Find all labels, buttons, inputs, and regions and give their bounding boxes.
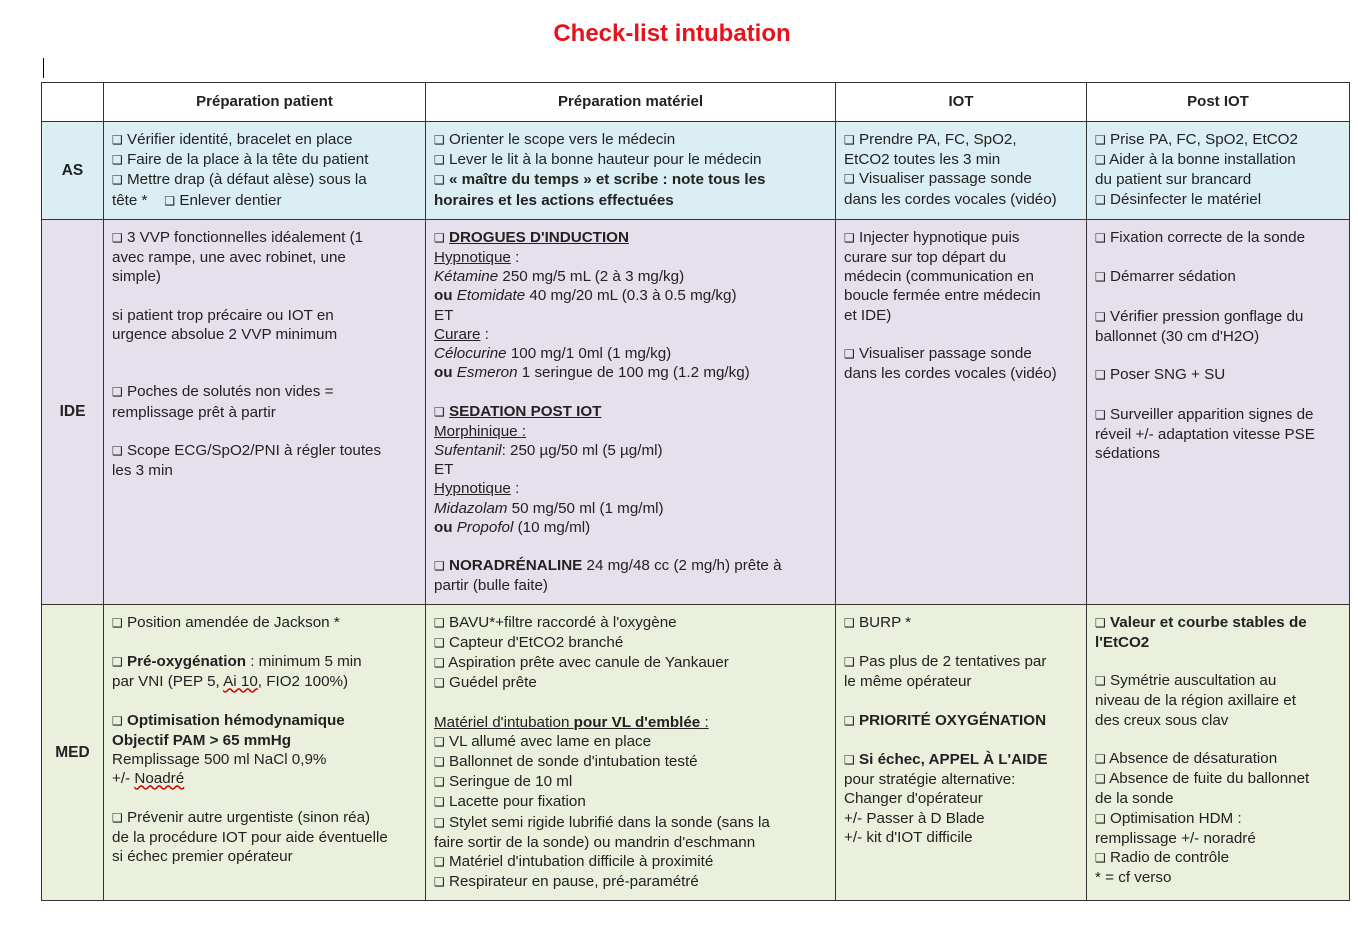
cell-med-patient <box>104 604 426 901</box>
checkbox-icon[interactable]: ❑ <box>434 755 445 770</box>
checklist-item: ❑ Symétrie auscultation au <box>1095 672 1277 690</box>
checklist-item: ❑ Faire de la place à la tête du patient <box>112 151 369 169</box>
checkbox-icon[interactable]: ❑ <box>1095 230 1106 245</box>
checkbox-icon[interactable]: ❑ <box>1095 752 1106 767</box>
checkbox-icon[interactable]: ❑ <box>1095 674 1106 689</box>
checklist-text: par VNI (PEP 5, Ai 10, FIO2 100%) <box>112 673 349 691</box>
checkbox-icon[interactable]: ❑ <box>1095 309 1106 324</box>
checklist-text: Remplissage 500 ml NaCl 0,9% <box>112 751 327 769</box>
checkbox-icon[interactable]: ❑ <box>434 656 445 671</box>
checkbox-icon[interactable]: ❑ <box>1095 153 1106 168</box>
checklist-text: curare sur top départ du <box>844 249 1007 267</box>
checkbox-icon[interactable]: ❑ <box>434 734 445 749</box>
checkbox-icon[interactable]: ❑ <box>434 559 445 574</box>
checklist-item: ❑ Prévenir autre urgentiste (sinon réa) <box>112 808 371 826</box>
cell-ide-materiel <box>426 219 836 604</box>
checkbox-icon[interactable]: ❑ <box>1095 772 1106 787</box>
checkbox-icon[interactable]: ❑ <box>112 615 123 630</box>
checklist-item: ❑ Vérifier identité, bracelet en place <box>112 131 353 148</box>
page-title: Check-list intubation <box>553 20 791 47</box>
header-preparation-patient: Préparation patient <box>104 83 426 122</box>
checkbox-icon[interactable]: ❑ <box>1095 851 1106 866</box>
checklist-text: dans les cordes vocales (vidéo) <box>844 190 1057 208</box>
header-empty <box>42 83 104 122</box>
checklist-item: ❑ Mettre drap (à défaut alèse) sous la <box>112 171 367 189</box>
checklist-text: de la procédure IOT pour aide éventuelle <box>112 828 388 846</box>
checklist-item: ❑ Capteur d'EtCO2 branché <box>434 633 624 651</box>
checklist-text: Changer d'opérateur <box>844 790 983 808</box>
checklist-text: EtCO2 toutes les 3 min <box>844 151 1001 169</box>
checklist-item: ❑ Optimisation HDM : <box>1095 809 1242 827</box>
checklist-text: ET <box>434 461 454 479</box>
checklist-text: ou Etomidate 40 mg/20 mL (0.3 à 0.5 mg/kg) <box>434 287 737 305</box>
cell-as-iot <box>836 122 1087 220</box>
checklist-item: ❑ Ballonnet de sonde d'intubation testé <box>434 753 698 771</box>
checkbox-icon[interactable]: ❑ <box>112 133 123 147</box>
checklist-text: si échec premier opérateur <box>112 848 293 866</box>
checklist-text: Morphinique : <box>434 422 527 440</box>
checkbox-icon[interactable]: ❑ <box>112 230 123 245</box>
checkbox-icon[interactable]: ❑ <box>844 230 855 245</box>
checklist-text: des creux sous clav <box>1095 711 1229 729</box>
row-label-as: AS <box>42 122 104 220</box>
checkbox-icon[interactable]: ❑ <box>1095 407 1106 422</box>
checkbox-icon[interactable]: ❑ <box>164 193 176 208</box>
checklist-item: ❑ Orienter le scope vers le médecin <box>434 131 676 148</box>
checklist-item: ❑ BAVU*+filtre raccordé à l'oxygène <box>434 613 677 631</box>
checklist-item: ❑ Prise PA, FC, SpO2, EtCO2 <box>1095 131 1298 148</box>
checkbox-icon[interactable]: ❑ <box>844 347 855 362</box>
checklist-item: ❑ Pas plus de 2 tentatives par <box>844 653 1047 671</box>
checkbox-icon[interactable]: ❑ <box>844 172 855 187</box>
checkbox-icon[interactable]: ❑ <box>434 404 445 419</box>
checklist-item: ❑ Pré-oxygénation : minimum 5 min <box>112 653 362 671</box>
checkbox-icon[interactable]: ❑ <box>112 713 123 728</box>
row-as <box>42 122 1350 220</box>
cell-med-materiel <box>426 604 836 901</box>
checklist-text: le même opérateur <box>844 673 972 691</box>
checklist-text: horaires et les actions effectuées <box>434 191 674 209</box>
checklist-text: ou Propofol (10 mg/ml) <box>434 518 591 536</box>
checklist-item: ❑ Aspiration prête avec canule de Yankauer <box>434 654 729 672</box>
checklist-text: faire sortir de la sonde) ou mandrin d'eschmann <box>434 833 756 851</box>
checklist-item: ❑ Visualiser passage sonde <box>844 345 1032 363</box>
checklist-item: ❑ Seringue de 10 ml <box>434 773 573 791</box>
checkbox-icon[interactable]: ❑ <box>434 635 445 650</box>
checklist-item: ❑ Matériel d'intubation difficile à proximité <box>434 853 714 871</box>
checklist-text: si patient trop précaire ou IOT en <box>112 306 334 324</box>
checklist-item: ❑ Poches de solutés non vides = <box>112 383 334 401</box>
cell-ide-iot <box>836 219 1087 604</box>
checklist-item: ❑ Optimisation hémodynamique <box>112 711 345 729</box>
row-ide <box>42 219 1350 604</box>
checkbox-icon[interactable]: ❑ <box>112 385 123 400</box>
checklist-text: du patient sur brancard <box>1095 171 1252 189</box>
cell-as-post <box>1087 122 1350 220</box>
checkbox-icon[interactable]: ❑ <box>112 153 123 168</box>
checklist-item: ❑ Si échec, APPEL À L'AIDE <box>844 751 1048 769</box>
checklist-text: et IDE) <box>844 306 892 324</box>
checklist-item: ❑ Position amendée de Jackson * <box>112 613 340 631</box>
checkbox-icon[interactable]: ❑ <box>844 713 855 728</box>
checklist-text: * = cf verso <box>1095 869 1172 887</box>
checklist-item: ❑ Lever le lit à la bonne hauteur pour le médecin <box>434 151 762 169</box>
checklist-table <box>41 82 1350 901</box>
checklist-text: les 3 min <box>112 462 173 480</box>
checklist-text: l'EtCO2 <box>1095 633 1150 651</box>
checklist-item: ❑ Injecter hypnotique puis <box>844 228 1020 246</box>
checklist-item: ❑ Valeur et courbe stables de <box>1095 613 1307 631</box>
checkbox-icon[interactable]: ❑ <box>1095 270 1106 285</box>
checklist-item: ❑ DROGUES D'INDUCTION <box>434 228 629 246</box>
checklist-text: +/- Passer à D Blade <box>844 809 985 827</box>
cell-med-iot <box>836 604 1087 901</box>
checklist-text: ballonnet (30 cm d'H2O) <box>1095 327 1260 345</box>
checklist-item: ❑ Stylet semi rigide lubrifié dans la sonde (sans la <box>434 813 770 831</box>
cell-ide-post <box>1087 219 1350 604</box>
checklist-item: ❑ « maître du temps » et scribe : note tous les <box>434 171 766 189</box>
checkbox-icon[interactable]: ❑ <box>434 153 445 168</box>
checklist-item: ❑ Vérifier pression gonflage du <box>1095 307 1304 325</box>
checklist-text: Midazolam 50 mg/50 ml (1 mg/ml) <box>434 499 664 517</box>
checkbox-icon[interactable]: ❑ <box>112 173 123 188</box>
checkbox-icon[interactable]: ❑ <box>112 810 123 825</box>
checklist-item: ❑ BURP * <box>844 613 912 631</box>
header-preparation-materiel: Préparation matériel <box>426 83 836 122</box>
checklist-item: ❑ Aider à la bonne installation <box>1095 151 1296 169</box>
checklist-text: Célocurine 100 mg/1 0ml (1 mg/kg) <box>434 345 672 363</box>
checklist-text: Kétamine 250 mg/5 mL (2 à 3 mg/kg) <box>434 268 685 286</box>
checklist-text: ET <box>434 306 454 324</box>
checkbox-icon[interactable]: ❑ <box>1095 368 1106 383</box>
checkbox-icon[interactable]: ❑ <box>844 615 855 630</box>
checklist-text: dans les cordes vocales (vidéo) <box>844 365 1057 383</box>
row-label-med: MED <box>42 604 104 901</box>
checklist-item: ❑ Lacette pour fixation <box>434 793 586 811</box>
text-cursor <box>43 58 44 78</box>
checklist-item: ❑ Radio de contrôle <box>1095 849 1230 867</box>
cell-ide-patient <box>104 219 426 604</box>
checklist-item: ❑ NORADRÉNALINE 24 mg/48 cc (2 mg/h) prête à <box>434 557 782 575</box>
checkbox-icon[interactable]: ❑ <box>434 815 445 830</box>
checklist-item: ❑ Absence de désaturation <box>1095 750 1278 768</box>
checkbox-icon[interactable]: ❑ <box>1095 133 1106 147</box>
checklist-text: avec rampe, une avec robinet, une <box>112 249 346 267</box>
checklist-text: remplissage prêt à partir <box>112 403 276 421</box>
checkbox-icon[interactable]: ❑ <box>434 230 445 245</box>
checklist-item: ❑ PRIORITÉ OXYGÉNATION <box>844 711 1047 729</box>
checklist-item: ❑ SEDATION POST IOT <box>434 402 602 420</box>
cell-as-patient <box>104 122 426 220</box>
header-iot: IOT <box>836 83 1087 122</box>
checklist-text: partir (bulle faite) <box>434 577 548 595</box>
checklist-text: Hypnotique : <box>434 249 520 267</box>
checkbox-icon[interactable]: ❑ <box>112 655 123 670</box>
checklist-item: ❑ Guédel prête <box>434 674 537 692</box>
row-med <box>42 604 1350 901</box>
checklist-item: ❑ VL allumé avec lame en place <box>434 732 652 750</box>
checklist-item: ❑ Surveiller apparition signes de <box>1095 405 1314 423</box>
checklist-text: remplissage +/- noradré <box>1095 829 1256 847</box>
checklist-text: +/- Noadré <box>112 770 185 788</box>
checkbox-icon[interactable]: ❑ <box>844 753 855 768</box>
checklist-item: tête * ❑ Enlever dentier <box>112 191 282 209</box>
checklist-text: ou Esmeron 1 seringue de 100 mg (1.2 mg/kg) <box>434 364 750 382</box>
checklist-item: ❑ Prendre PA, FC, SpO2, <box>844 131 1017 148</box>
checkbox-icon[interactable]: ❑ <box>844 133 855 147</box>
row-label-ide: IDE <box>42 219 104 604</box>
checklist-text: pour stratégie alternative: <box>844 771 1016 789</box>
checklist-text: Matériel d'intubation pour VL d'emblée : <box>434 713 709 731</box>
checklist-text: +/- kit d'IOT difficile <box>844 828 973 846</box>
header-row <box>42 83 1350 122</box>
checkbox-icon[interactable]: ❑ <box>434 133 445 147</box>
checkbox-icon[interactable]: ❑ <box>434 676 445 691</box>
checklist-item: ❑ 3 VVP fonctionnelles idéalement (1 <box>112 228 364 246</box>
checklist-text: simple) <box>112 268 161 286</box>
checklist-text: boucle fermée entre médecin <box>844 287 1041 305</box>
checkbox-icon[interactable]: ❑ <box>1095 192 1106 207</box>
cell-med-post <box>1087 604 1350 901</box>
checkbox-icon[interactable]: ❑ <box>1095 615 1106 630</box>
checklist-item: ❑ Désinfecter le matériel <box>1095 190 1262 208</box>
checklist-text: sédations <box>1095 444 1161 462</box>
cell-as-materiel <box>426 122 836 220</box>
checklist-item: ❑ Démarrer sédation <box>1095 268 1236 286</box>
checklist-text: de la sonde <box>1095 790 1174 808</box>
checkbox-icon[interactable]: ❑ <box>112 443 123 458</box>
checkbox-icon[interactable]: ❑ <box>434 615 445 630</box>
checklist-text: médecin (communication en <box>844 268 1034 286</box>
checklist-item: ❑ Poser SNG + SU <box>1095 366 1226 384</box>
header-post-iot: Post IOT <box>1087 83 1350 122</box>
checkbox-icon[interactable]: ❑ <box>434 855 445 870</box>
checklist-item: ❑ Scope ECG/SpO2/PNI à régler toutes <box>112 441 382 459</box>
checkbox-icon[interactable]: ❑ <box>434 875 445 890</box>
checklist-item: ❑ Absence de fuite du ballonnet <box>1095 770 1310 788</box>
checklist-item: ❑ Visualiser passage sonde <box>844 170 1032 188</box>
checklist-text: niveau de la région axillaire et <box>1095 692 1296 710</box>
checklist-text: Sufentanil: 250 µg/50 ml (5 µg/ml) <box>434 442 663 460</box>
checklist-item: ❑ Fixation correcte de la sonde <box>1095 228 1306 246</box>
checkbox-icon[interactable]: ❑ <box>434 775 445 790</box>
checklist-text: urgence absolue 2 VVP minimum <box>112 325 338 343</box>
checklist-text: réveil +/- adaptation vitesse PSE <box>1095 425 1315 443</box>
checkbox-icon[interactable]: ❑ <box>844 655 855 670</box>
checklist-text: Objectif PAM > 65 mmHg <box>112 731 292 749</box>
checklist-text: Hypnotique : <box>434 480 520 498</box>
checkbox-icon[interactable]: ❑ <box>1095 811 1106 826</box>
checkbox-icon[interactable]: ❑ <box>434 173 445 188</box>
checklist-text: Curare : <box>434 325 489 343</box>
checkbox-icon[interactable]: ❑ <box>434 795 445 810</box>
checklist-item: ❑ Respirateur en pause, pré-paramétré <box>434 873 699 891</box>
